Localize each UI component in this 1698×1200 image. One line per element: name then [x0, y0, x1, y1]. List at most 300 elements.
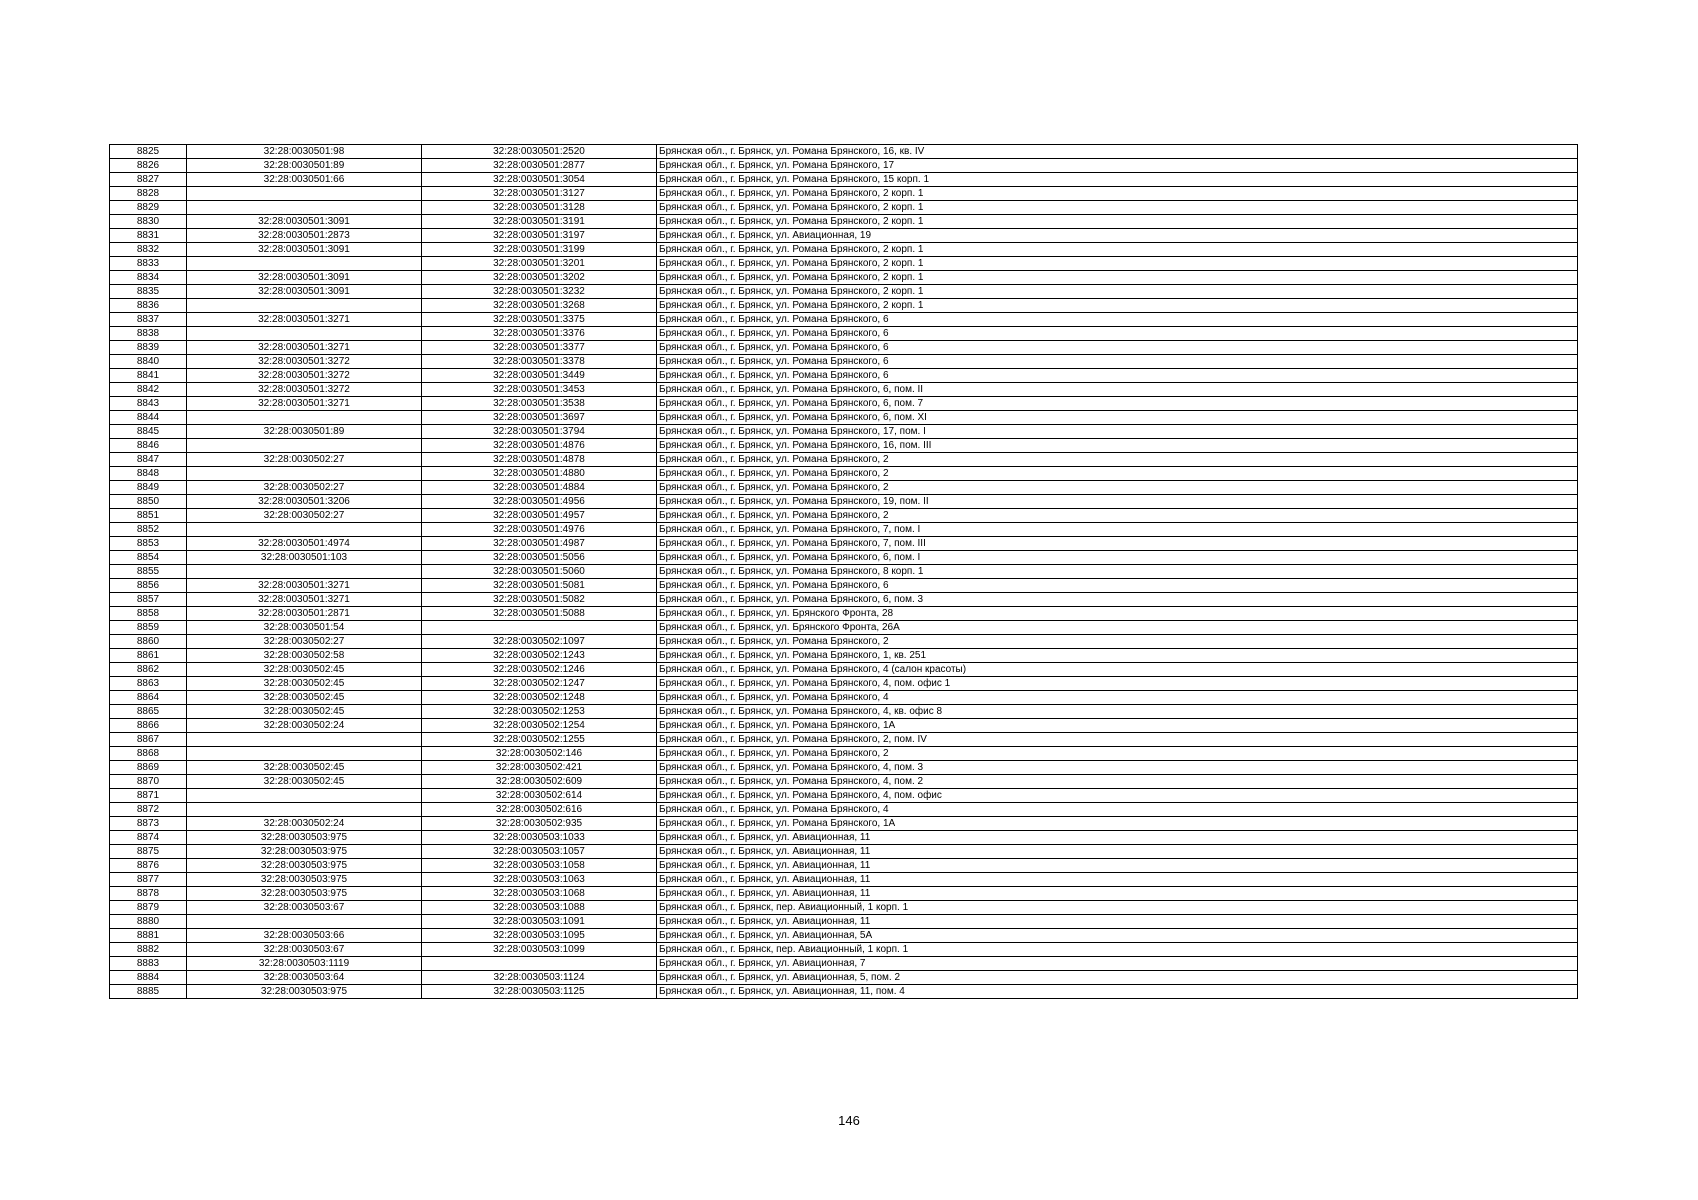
cadastral-number-cell: 32:28:0030501:3127: [422, 187, 657, 201]
table-row: [110, 453, 1578, 467]
row-number-cell: 8857: [110, 593, 187, 607]
table-row: [110, 495, 1578, 509]
address-cell: Брянская обл., г. Брянск, ул. Романа Брянского, 6, пом. 7: [657, 397, 1578, 411]
parent-cadastral-number-cell: 32:28:0030503:67: [187, 901, 422, 915]
address-cell: Брянская обл., г. Брянск, пер. Авиационный, 1 корп. 1: [657, 901, 1578, 915]
cadastral-number-cell: 32:28:0030501:5082: [422, 593, 657, 607]
cadastral-number-cell: 32:28:0030502:616: [422, 803, 657, 817]
registry-table-body: [110, 145, 1578, 999]
address-cell: Брянская обл., г. Брянск, ул. Брянского Фронта, 26А: [657, 621, 1578, 635]
cadastral-number-cell: 32:28:0030501:3453: [422, 383, 657, 397]
parent-cadastral-number-cell: 32:28:0030501:3271: [187, 313, 422, 327]
cadastral-number-cell: 32:28:0030501:4884: [422, 481, 657, 495]
address-cell: Брянская обл., г. Брянск, ул. Романа Брянского, 4: [657, 803, 1578, 817]
parent-cadastral-number-cell: 32:28:0030503:975: [187, 985, 422, 999]
parent-cadastral-number-cell: 32:28:0030501:2871: [187, 607, 422, 621]
row-number-cell: 8834: [110, 271, 187, 285]
parent-cadastral-number-cell: 32:28:0030501:3091: [187, 271, 422, 285]
address-cell: Брянская обл., г. Брянск, ул. Романа Брянского, 4 (салон красоты): [657, 663, 1578, 677]
parent-cadastral-number-cell: 32:28:0030502:24: [187, 719, 422, 733]
parent-cadastral-number-cell: 32:28:0030502:27: [187, 481, 422, 495]
parent-cadastral-number-cell: 32:28:0030501:4974: [187, 537, 422, 551]
cadastral-number-cell: 32:28:0030501:3202: [422, 271, 657, 285]
row-number-cell: 8853: [110, 537, 187, 551]
parent-cadastral-number-cell: 32:28:0030501:3206: [187, 495, 422, 509]
cadastral-number-cell: 32:28:0030501:2520: [422, 145, 657, 159]
address-cell: Брянская обл., г. Брянск, ул. Авиационная, 7: [657, 957, 1578, 971]
parent-cadastral-number-cell: [187, 565, 422, 579]
table-row: [110, 229, 1578, 243]
row-number-cell: 8825: [110, 145, 187, 159]
parent-cadastral-number-cell: 32:28:0030502:45: [187, 677, 422, 691]
address-cell: Брянская обл., г. Брянск, ул. Романа Брянского, 8 корп. 1: [657, 565, 1578, 579]
cadastral-number-cell: 32:28:0030502:1253: [422, 705, 657, 719]
parent-cadastral-number-cell: 32:28:0030501:3271: [187, 579, 422, 593]
table-row: [110, 789, 1578, 803]
row-number-cell: 8832: [110, 243, 187, 257]
row-number-cell: 8866: [110, 719, 187, 733]
cadastral-number-cell: 32:28:0030501:3697: [422, 411, 657, 425]
cadastral-number-cell: 32:28:0030503:1091: [422, 915, 657, 929]
row-number-cell: 8885: [110, 985, 187, 999]
table-row: [110, 803, 1578, 817]
address-cell: Брянская обл., г. Брянск, ул. Романа Брянского, 2 корп. 1: [657, 257, 1578, 271]
address-cell: Брянская обл., г. Брянск, ул. Авиационная, 11, пом. 4: [657, 985, 1578, 999]
table-row: [110, 425, 1578, 439]
cadastral-number-cell: 32:28:0030501:5060: [422, 565, 657, 579]
cadastral-number-cell: 32:28:0030503:1058: [422, 859, 657, 873]
cadastral-number-cell: 32:28:0030501:3449: [422, 369, 657, 383]
parent-cadastral-number-cell: 32:28:0030502:27: [187, 453, 422, 467]
table-row: [110, 299, 1578, 313]
parent-cadastral-number-cell: 32:28:0030503:1119: [187, 957, 422, 971]
table-row: [110, 285, 1578, 299]
table-row: [110, 593, 1578, 607]
row-number-cell: 8868: [110, 747, 187, 761]
table-row: [110, 271, 1578, 285]
row-number-cell: 8847: [110, 453, 187, 467]
cadastral-number-cell: 32:28:0030502:614: [422, 789, 657, 803]
cadastral-number-cell: 32:28:0030502:421: [422, 761, 657, 775]
row-number-cell: 8879: [110, 901, 187, 915]
parent-cadastral-number-cell: 32:28:0030502:27: [187, 635, 422, 649]
table-row: [110, 551, 1578, 565]
row-number-cell: 8845: [110, 425, 187, 439]
row-number-cell: 8833: [110, 257, 187, 271]
address-cell: Брянская обл., г. Брянск, ул. Романа Брянского, 6: [657, 313, 1578, 327]
address-cell: Брянская обл., г. Брянск, ул. Романа Брянского, 1А: [657, 719, 1578, 733]
parent-cadastral-number-cell: 32:28:0030501:66: [187, 173, 422, 187]
parent-cadastral-number-cell: [187, 747, 422, 761]
parent-cadastral-number-cell: 32:28:0030502:45: [187, 705, 422, 719]
parent-cadastral-number-cell: 32:28:0030502:27: [187, 509, 422, 523]
row-number-cell: 8840: [110, 355, 187, 369]
cadastral-number-cell: 32:28:0030501:3054: [422, 173, 657, 187]
table-row: [110, 677, 1578, 691]
table-row: [110, 257, 1578, 271]
parent-cadastral-number-cell: 32:28:0030502:24: [187, 817, 422, 831]
address-cell: Брянская обл., г. Брянск, ул. Романа Брянского, 6, пом. II: [657, 383, 1578, 397]
row-number-cell: 8884: [110, 971, 187, 985]
row-number-cell: 8862: [110, 663, 187, 677]
address-cell: Брянская обл., г. Брянск, ул. Авиационная, 11: [657, 873, 1578, 887]
cadastral-number-cell: 32:28:0030502:1243: [422, 649, 657, 663]
address-cell: Брянская обл., г. Брянск, ул. Романа Брянского, 6: [657, 341, 1578, 355]
row-number-cell: 8878: [110, 887, 187, 901]
address-cell: Брянская обл., г. Брянск, ул. Авиационная, 5, пом. 2: [657, 971, 1578, 985]
address-cell: Брянская обл., г. Брянск, ул. Авиационная, 11: [657, 831, 1578, 845]
cadastral-number-cell: 32:28:0030502:1248: [422, 691, 657, 705]
address-cell: Брянская обл., г. Брянск, ул. Романа Брянского, 6: [657, 327, 1578, 341]
table-row: [110, 971, 1578, 985]
parent-cadastral-number-cell: 32:28:0030502:45: [187, 691, 422, 705]
address-cell: Брянская обл., г. Брянск, ул. Романа Брянского, 2: [657, 467, 1578, 481]
address-cell: Брянская обл., г. Брянск, ул. Романа Брянского, 4, пом. 2: [657, 775, 1578, 789]
table-row: [110, 943, 1578, 957]
address-cell: Брянская обл., г. Брянск, ул. Романа Брянского, 16, пом. III: [657, 439, 1578, 453]
cadastral-number-cell: 32:28:0030501:5081: [422, 579, 657, 593]
address-cell: Брянская обл., г. Брянск, ул. Авиационная, 11: [657, 887, 1578, 901]
table-row: [110, 173, 1578, 187]
cadastral-number-cell: 32:28:0030502:1254: [422, 719, 657, 733]
cadastral-number-cell: 32:28:0030502:1247: [422, 677, 657, 691]
parent-cadastral-number-cell: [187, 915, 422, 929]
parent-cadastral-number-cell: [187, 327, 422, 341]
address-cell: Брянская обл., г. Брянск, ул. Романа Брянского, 6: [657, 355, 1578, 369]
registry-table: [109, 144, 1578, 999]
table-row: [110, 957, 1578, 971]
row-number-cell: 8858: [110, 607, 187, 621]
address-cell: Брянская обл., г. Брянск, ул. Романа Брянского, 2 корп. 1: [657, 243, 1578, 257]
cadastral-number-cell: 32:28:0030503:1057: [422, 845, 657, 859]
table-row: [110, 467, 1578, 481]
table-row: [110, 635, 1578, 649]
table-row: [110, 705, 1578, 719]
row-number-cell: 8829: [110, 201, 187, 215]
row-number-cell: 8874: [110, 831, 187, 845]
table-row: [110, 579, 1578, 593]
parent-cadastral-number-cell: 32:28:0030501:3272: [187, 383, 422, 397]
parent-cadastral-number-cell: [187, 201, 422, 215]
parent-cadastral-number-cell: [187, 439, 422, 453]
row-number-cell: 8844: [110, 411, 187, 425]
table-row: [110, 509, 1578, 523]
table-row: [110, 621, 1578, 635]
table-row: [110, 201, 1578, 215]
table-row: [110, 187, 1578, 201]
cadastral-number-cell: 32:28:0030502:146: [422, 747, 657, 761]
row-number-cell: 8861: [110, 649, 187, 663]
cadastral-number-cell: 32:28:0030501:5088: [422, 607, 657, 621]
address-cell: Брянская обл., г. Брянск, ул. Романа Брянского, 2: [657, 509, 1578, 523]
address-cell: Брянская обл., г. Брянск, пер. Авиационный, 1 корп. 1: [657, 943, 1578, 957]
row-number-cell: 8880: [110, 915, 187, 929]
parent-cadastral-number-cell: 32:28:0030501:3091: [187, 215, 422, 229]
cadastral-number-cell: 32:28:0030503:1124: [422, 971, 657, 985]
row-number-cell: 8872: [110, 803, 187, 817]
address-cell: Брянская обл., г. Брянск, ул. Романа Брянского, 2: [657, 747, 1578, 761]
parent-cadastral-number-cell: 32:28:0030503:64: [187, 971, 422, 985]
parent-cadastral-number-cell: 32:28:0030501:89: [187, 425, 422, 439]
row-number-cell: 8848: [110, 467, 187, 481]
cadastral-number-cell: 32:28:0030501:2877: [422, 159, 657, 173]
address-cell: Брянская обл., г. Брянск, ул. Романа Брянского, 6, пом. I: [657, 551, 1578, 565]
parent-cadastral-number-cell: [187, 257, 422, 271]
address-cell: Брянская обл., г. Брянск, ул. Авиационная, 11: [657, 859, 1578, 873]
parent-cadastral-number-cell: 32:28:0030501:3271: [187, 397, 422, 411]
row-number-cell: 8830: [110, 215, 187, 229]
cadastral-number-cell: 32:28:0030501:3794: [422, 425, 657, 439]
parent-cadastral-number-cell: 32:28:0030501:3091: [187, 285, 422, 299]
cadastral-number-cell: [422, 621, 657, 635]
address-cell: Брянская обл., г. Брянск, ул. Романа Брянского, 2: [657, 453, 1578, 467]
cadastral-number-cell: 32:28:0030502:1255: [422, 733, 657, 747]
table-row: [110, 145, 1578, 159]
row-number-cell: 8865: [110, 705, 187, 719]
cadastral-number-cell: 32:28:0030502:609: [422, 775, 657, 789]
row-number-cell: 8827: [110, 173, 187, 187]
row-number-cell: 8851: [110, 509, 187, 523]
address-cell: Брянская обл., г. Брянск, ул. Романа Брянского, 2 корп. 1: [657, 201, 1578, 215]
address-cell: Брянская обл., г. Брянск, ул. Романа Брянского, 2 корп. 1: [657, 271, 1578, 285]
row-number-cell: 8860: [110, 635, 187, 649]
row-number-cell: 8883: [110, 957, 187, 971]
row-number-cell: 8831: [110, 229, 187, 243]
parent-cadastral-number-cell: 32:28:0030503:975: [187, 845, 422, 859]
address-cell: Брянская обл., г. Брянск, ул. Авиационная, 11: [657, 915, 1578, 929]
cadastral-number-cell: 32:28:0030501:4876: [422, 439, 657, 453]
address-cell: Брянская обл., г. Брянск, ул. Романа Брянского, 17, пом. I: [657, 425, 1578, 439]
cadastral-number-cell: 32:28:0030501:3378: [422, 355, 657, 369]
row-number-cell: 8842: [110, 383, 187, 397]
address-cell: Брянская обл., г. Брянск, ул. Авиационная, 5А: [657, 929, 1578, 943]
table-row: [110, 761, 1578, 775]
table-row: [110, 873, 1578, 887]
row-number-cell: 8875: [110, 845, 187, 859]
parent-cadastral-number-cell: [187, 187, 422, 201]
address-cell: Брянская обл., г. Брянск, ул. Романа Брянского, 4, пом. офис: [657, 789, 1578, 803]
address-cell: Брянская обл., г. Брянск, ул. Романа Брянского, 2: [657, 635, 1578, 649]
cadastral-number-cell: 32:28:0030503:1033: [422, 831, 657, 845]
row-number-cell: 8876: [110, 859, 187, 873]
cadastral-number-cell: 32:28:0030501:3201: [422, 257, 657, 271]
table-row: [110, 831, 1578, 845]
table-row: [110, 537, 1578, 551]
parent-cadastral-number-cell: [187, 299, 422, 313]
row-number-cell: 8852: [110, 523, 187, 537]
table-row: [110, 439, 1578, 453]
cadastral-number-cell: 32:28:0030501:4956: [422, 495, 657, 509]
row-number-cell: 8826: [110, 159, 187, 173]
table-row: [110, 901, 1578, 915]
parent-cadastral-number-cell: [187, 411, 422, 425]
address-cell: Брянская обл., г. Брянск, ул. Авиационная, 11: [657, 845, 1578, 859]
address-cell: Брянская обл., г. Брянск, ул. Романа Брянского, 15 корп. 1: [657, 173, 1578, 187]
cadastral-number-cell: 32:28:0030501:3191: [422, 215, 657, 229]
address-cell: Брянская обл., г. Брянск, ул. Романа Брянского, 2 корп. 1: [657, 215, 1578, 229]
cadastral-number-cell: 32:28:0030503:1068: [422, 887, 657, 901]
table-row: [110, 845, 1578, 859]
row-number-cell: 8870: [110, 775, 187, 789]
cadastral-number-cell: 32:28:0030501:4987: [422, 537, 657, 551]
parent-cadastral-number-cell: [187, 803, 422, 817]
cadastral-number-cell: 32:28:0030503:1095: [422, 929, 657, 943]
address-cell: Брянская обл., г. Брянск, ул. Романа Брянского, 17: [657, 159, 1578, 173]
address-cell: Брянская обл., г. Брянск, ул. Авиационная, 19: [657, 229, 1578, 243]
parent-cadastral-number-cell: 32:28:0030501:3271: [187, 341, 422, 355]
table-row: [110, 733, 1578, 747]
parent-cadastral-number-cell: [187, 467, 422, 481]
cadastral-number-cell: 32:28:0030501:4976: [422, 523, 657, 537]
parent-cadastral-number-cell: 32:28:0030501:3272: [187, 355, 422, 369]
address-cell: Брянская обл., г. Брянск, ул. Романа Брянского, 2 корп. 1: [657, 285, 1578, 299]
table-row: [110, 859, 1578, 873]
parent-cadastral-number-cell: [187, 789, 422, 803]
row-number-cell: 8854: [110, 551, 187, 565]
row-number-cell: 8838: [110, 327, 187, 341]
parent-cadastral-number-cell: 32:28:0030501:3272: [187, 369, 422, 383]
cadastral-number-cell: 32:28:0030501:5056: [422, 551, 657, 565]
parent-cadastral-number-cell: 32:28:0030502:58: [187, 649, 422, 663]
address-cell: Брянская обл., г. Брянск, ул. Романа Брянского, 19, пом. II: [657, 495, 1578, 509]
address-cell: Брянская обл., г. Брянск, ул. Романа Брянского, 2 корп. 1: [657, 299, 1578, 313]
row-number-cell: 8859: [110, 621, 187, 635]
cadastral-number-cell: 32:28:0030502:1246: [422, 663, 657, 677]
parent-cadastral-number-cell: 32:28:0030503:975: [187, 873, 422, 887]
table-row: [110, 341, 1578, 355]
row-number-cell: 8856: [110, 579, 187, 593]
parent-cadastral-number-cell: [187, 523, 422, 537]
row-number-cell: 8843: [110, 397, 187, 411]
address-cell: Брянская обл., г. Брянск, ул. Романа Брянского, 7, пом. I: [657, 523, 1578, 537]
table-row: [110, 383, 1578, 397]
row-number-cell: 8839: [110, 341, 187, 355]
table-row: [110, 915, 1578, 929]
cadastral-number-cell: 32:28:0030501:3538: [422, 397, 657, 411]
row-number-cell: 8835: [110, 285, 187, 299]
cadastral-number-cell: 32:28:0030501:3377: [422, 341, 657, 355]
cadastral-number-cell: 32:28:0030502:935: [422, 817, 657, 831]
row-number-cell: 8863: [110, 677, 187, 691]
parent-cadastral-number-cell: 32:28:0030501:89: [187, 159, 422, 173]
table-row: [110, 607, 1578, 621]
parent-cadastral-number-cell: 32:28:0030502:45: [187, 775, 422, 789]
row-number-cell: 8871: [110, 789, 187, 803]
address-cell: Брянская обл., г. Брянск, ул. Романа Брянского, 2, пом. IV: [657, 733, 1578, 747]
table-row: [110, 747, 1578, 761]
table-row: [110, 243, 1578, 257]
table-row: [110, 719, 1578, 733]
table-row: [110, 775, 1578, 789]
table-row: [110, 397, 1578, 411]
address-cell: Брянская обл., г. Брянск, ул. Романа Брянского, 6, пом. 3: [657, 593, 1578, 607]
parent-cadastral-number-cell: 32:28:0030503:975: [187, 887, 422, 901]
parent-cadastral-number-cell: 32:28:0030503:975: [187, 859, 422, 873]
parent-cadastral-number-cell: 32:28:0030501:103: [187, 551, 422, 565]
row-number-cell: 8836: [110, 299, 187, 313]
address-cell: Брянская обл., г. Брянск, ул. Романа Брянского, 4: [657, 691, 1578, 705]
cadastral-number-cell: 32:28:0030501:3128: [422, 201, 657, 215]
table-row: [110, 929, 1578, 943]
table-row: [110, 817, 1578, 831]
parent-cadastral-number-cell: 32:28:0030502:45: [187, 663, 422, 677]
cadastral-number-cell: 32:28:0030502:1097: [422, 635, 657, 649]
table-row: [110, 411, 1578, 425]
address-cell: Брянская обл., г. Брянск, ул. Романа Брянского, 4, кв. офис 8: [657, 705, 1578, 719]
address-cell: Брянская обл., г. Брянск, ул. Романа Брянского, 16, кв. IV: [657, 145, 1578, 159]
table-row: [110, 565, 1578, 579]
address-cell: Брянская обл., г. Брянск, ул. Брянского Фронта, 28: [657, 607, 1578, 621]
cadastral-number-cell: 32:28:0030501:3197: [422, 229, 657, 243]
parent-cadastral-number-cell: 32:28:0030503:66: [187, 929, 422, 943]
cadastral-number-cell: 32:28:0030501:4880: [422, 467, 657, 481]
parent-cadastral-number-cell: [187, 733, 422, 747]
table-row: [110, 369, 1578, 383]
row-number-cell: 8867: [110, 733, 187, 747]
parent-cadastral-number-cell: 32:28:0030501:98: [187, 145, 422, 159]
cadastral-number-cell: 32:28:0030501:4878: [422, 453, 657, 467]
table-row: [110, 691, 1578, 705]
row-number-cell: 8864: [110, 691, 187, 705]
table-row: [110, 887, 1578, 901]
row-number-cell: 8846: [110, 439, 187, 453]
address-cell: Брянская обл., г. Брянск, ул. Романа Брянского, 4, пом. 3: [657, 761, 1578, 775]
cadastral-number-cell: 32:28:0030503:1125: [422, 985, 657, 999]
row-number-cell: 8828: [110, 187, 187, 201]
row-number-cell: 8881: [110, 929, 187, 943]
parent-cadastral-number-cell: 32:28:0030503:67: [187, 943, 422, 957]
row-number-cell: 8873: [110, 817, 187, 831]
table-row: [110, 327, 1578, 341]
row-number-cell: 8841: [110, 369, 187, 383]
address-cell: Брянская обл., г. Брянск, ул. Романа Брянского, 6: [657, 579, 1578, 593]
cadastral-number-cell: 32:28:0030501:3199: [422, 243, 657, 257]
address-cell: Брянская обл., г. Брянск, ул. Романа Брянского, 6, пом. XI: [657, 411, 1578, 425]
table-row: [110, 355, 1578, 369]
row-number-cell: 8837: [110, 313, 187, 327]
cadastral-number-cell: 32:28:0030503:1063: [422, 873, 657, 887]
cadastral-number-cell: 32:28:0030501:3375: [422, 313, 657, 327]
row-number-cell: 8855: [110, 565, 187, 579]
table-row: [110, 313, 1578, 327]
parent-cadastral-number-cell: 32:28:0030502:45: [187, 761, 422, 775]
parent-cadastral-number-cell: 32:28:0030501:3271: [187, 593, 422, 607]
table-row: [110, 481, 1578, 495]
table-row: [110, 159, 1578, 173]
cadastral-number-cell: 32:28:0030503:1088: [422, 901, 657, 915]
table-row: [110, 663, 1578, 677]
address-cell: Брянская обл., г. Брянск, ул. Романа Брянского, 4, пом. офис 1: [657, 677, 1578, 691]
table-row: [110, 649, 1578, 663]
cadastral-number-cell: 32:28:0030501:3232: [422, 285, 657, 299]
address-cell: Брянская обл., г. Брянск, ул. Романа Брянского, 1, кв. 251: [657, 649, 1578, 663]
table-row: [110, 523, 1578, 537]
address-cell: Брянская обл., г. Брянск, ул. Романа Брянского, 1А: [657, 817, 1578, 831]
table-row: [110, 985, 1578, 999]
address-cell: Брянская обл., г. Брянск, ул. Романа Брянского, 2: [657, 481, 1578, 495]
row-number-cell: 8849: [110, 481, 187, 495]
table-row: [110, 215, 1578, 229]
address-cell: Брянская обл., г. Брянск, ул. Романа Брянского, 7, пом. III: [657, 537, 1578, 551]
page-number: 146: [838, 1113, 860, 1128]
cadastral-number-cell: 32:28:0030501:4957: [422, 509, 657, 523]
cadastral-number-cell: 32:28:0030501:3268: [422, 299, 657, 313]
cadastral-number-cell: 32:28:0030503:1099: [422, 943, 657, 957]
parent-cadastral-number-cell: 32:28:0030501:3091: [187, 243, 422, 257]
row-number-cell: 8882: [110, 943, 187, 957]
cadastral-number-cell: 32:28:0030501:3376: [422, 327, 657, 341]
parent-cadastral-number-cell: 32:28:0030501:54: [187, 621, 422, 635]
